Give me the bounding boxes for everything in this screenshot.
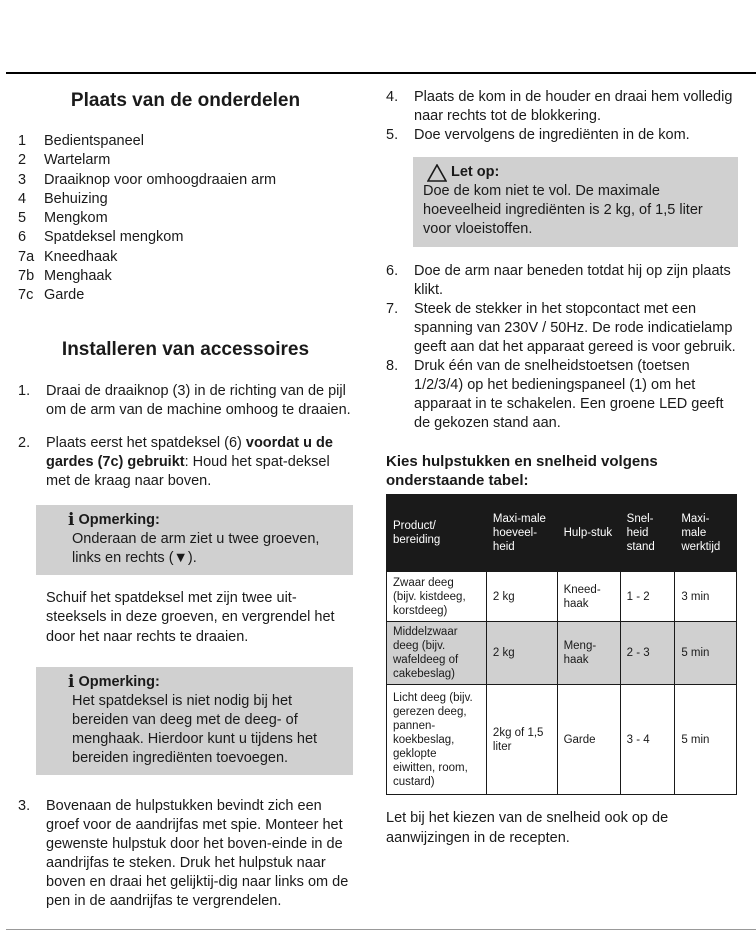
table-cell: 5 min [675,622,737,685]
table-cell: Kneed-haak [557,572,620,622]
info-icon: i [68,509,75,530]
note-box-2: i Opmerking: Het spatdeksel is niet nodig bij het bereiden van deeg met de deeg- of menghaak. Hierdoor kunt u tijdens het bereiden ingrediënten toevoegen. [36,667,353,775]
table-row [387,622,737,685]
table-header-cell: Product/ bereiding [387,495,487,572]
table-row [387,685,737,795]
warning-box: Let op: Doe de kom niet te vol. De maximale hoeveelheid ingrediënten is 2 kg, of 1,5 liter voor vloeistoffen. [413,157,738,247]
step-3: 3. Bovenaan de hulpstukken bevindt zich een groef voor de aandrijfas met spie. Monteer het gewenste hulpstuk door het boven-einde in de aandrijfas te steken. Druk het hulpstuk naar boven en draai het gelijktij-dig naar links om de pen in de aandrijfas te vergrendelen. [18,798,349,910]
install-steps [18,382,353,491]
table-cell: Middelzwaar deeg (bijv. wafeldeeg of cakebeslag) [387,622,487,685]
bottom-rule [6,929,756,930]
right-column [386,88,738,848]
steps-4-5 [386,88,738,145]
table-header-cell: Maxi-male werktijd [675,495,737,572]
note-box-1: i Opmerking: Onderaan de arm ziet u twee groeven, links en rechts (▼). [36,505,353,575]
step-item: 4. Plaats de kom in de houder en draai hem volledig naar rechts tot de blokkering. [386,89,733,124]
step-item: 8. Druk één van de snelheidstoetsen (toetsen 1/2/3/4) op het bedieningspaneel (1) om het apparaat in te schakelen. Een groene LED geeft de gekozen stand aan. [386,358,724,431]
part-item: 5 Mengkom [18,210,108,227]
table-cell: 3 - 4 [620,685,675,795]
table-cell: 2kg of 1,5 liter [486,685,557,795]
table-header-cell: Hulp-stuk [557,495,620,572]
part-item: 7b Menghaak [18,268,112,285]
step-item: 7. Steek de stekker in het stopcontact met een spanning van 230V / 50Hz. De rode indicatielamp geeft aan dat het apparaat gereed is voor gebruik. [386,301,736,355]
step-2: 2. Plaats eerst het spatdeksel (6) voordat u de gardes (7c) gebruikt: Houd het spat-deksel met de kraag naar boven. [18,434,333,489]
note-1-text: Onderaan de arm ziet u twee groeven, links en rechts (▼). [72,530,320,566]
part-item: 2 Wartelarm [18,152,111,169]
table-header-cell: Maxi-male hoeveel-heid [486,495,557,572]
table-cell: 3 min [675,572,737,622]
step-item: 5. Doe vervolgens de ingrediënten in de kom. [386,127,690,143]
left-column [18,88,353,911]
table-title: Kies hulpstukken en snelheid volgens onderstaande tabel: [386,453,658,489]
table-cell: Licht deeg (bijv. gerezen deeg, pannen-koekbeslag, geklopte eiwitten, room, custard) [387,685,487,795]
table-cell: Garde [557,685,620,795]
warning-icon [427,164,447,182]
table-cell: 5 min [675,685,737,795]
warning-text: Doe de kom niet te vol. De maximale hoeveelheid ingrediënten is 2 kg, of 1,5 liter voor vloeistoffen. [423,183,703,237]
top-rule [6,72,756,74]
parts-list [18,132,353,306]
table-cell: 2 kg [486,622,557,685]
step-1: 1. Draai de draaiknop (3) in de richting van de pijl om de arm van de machine omhoog te draaien. [18,382,351,418]
step-item: 6. Doe de arm naar beneden totdat hij op zijn plaats klikt. [386,263,731,298]
table-header-cell: Snel-heid stand [620,495,675,572]
table-cell: 1 - 2 [620,572,675,622]
parts-heading: Plaats van de onderdelen [70,90,301,111]
steps-6-8 [386,262,738,433]
note-2-text: Het spatdeksel is niet nodig bij het bereiden van deeg met de deeg- of menghaak. Hierdoor kunt u tijdens het bereiden ingrediënten toevoegen. [72,693,318,767]
install-heading: Installeren van accessoires [61,338,310,360]
part-item: 4 Behuizing [18,190,108,207]
part-item: 6 Spatdeksel mengkom [18,229,184,246]
table-cell: 2 - 3 [620,622,675,685]
speed-table [386,494,737,795]
table-cell: 2 kg [486,572,557,622]
table-cell: Meng-haak [557,622,620,685]
table-row [387,572,737,622]
table-cell: Zwaar deeg (bijv. kistdeeg, korstdeeg) [387,572,487,622]
paragraph: Schuif het spatdeksel met zijn twee uit-steeksels in deze groeven, en vergrendel het door het naar rechts te draaien. [46,589,335,645]
bottom-text: Let bij het kiezen van de snelheid ook op de aanwijzingen in de recepten. [386,810,669,846]
part-item: 1 Bedientspaneel [18,133,144,149]
table-header-row [387,495,737,572]
part-item: 7c Garde [18,287,85,304]
install-steps-cont [18,797,353,911]
info-icon: i [68,672,75,693]
part-item: 7a Kneedhaak [18,248,118,265]
part-item: 3 Draaiknop voor omhoogdraaien arm [18,171,277,188]
